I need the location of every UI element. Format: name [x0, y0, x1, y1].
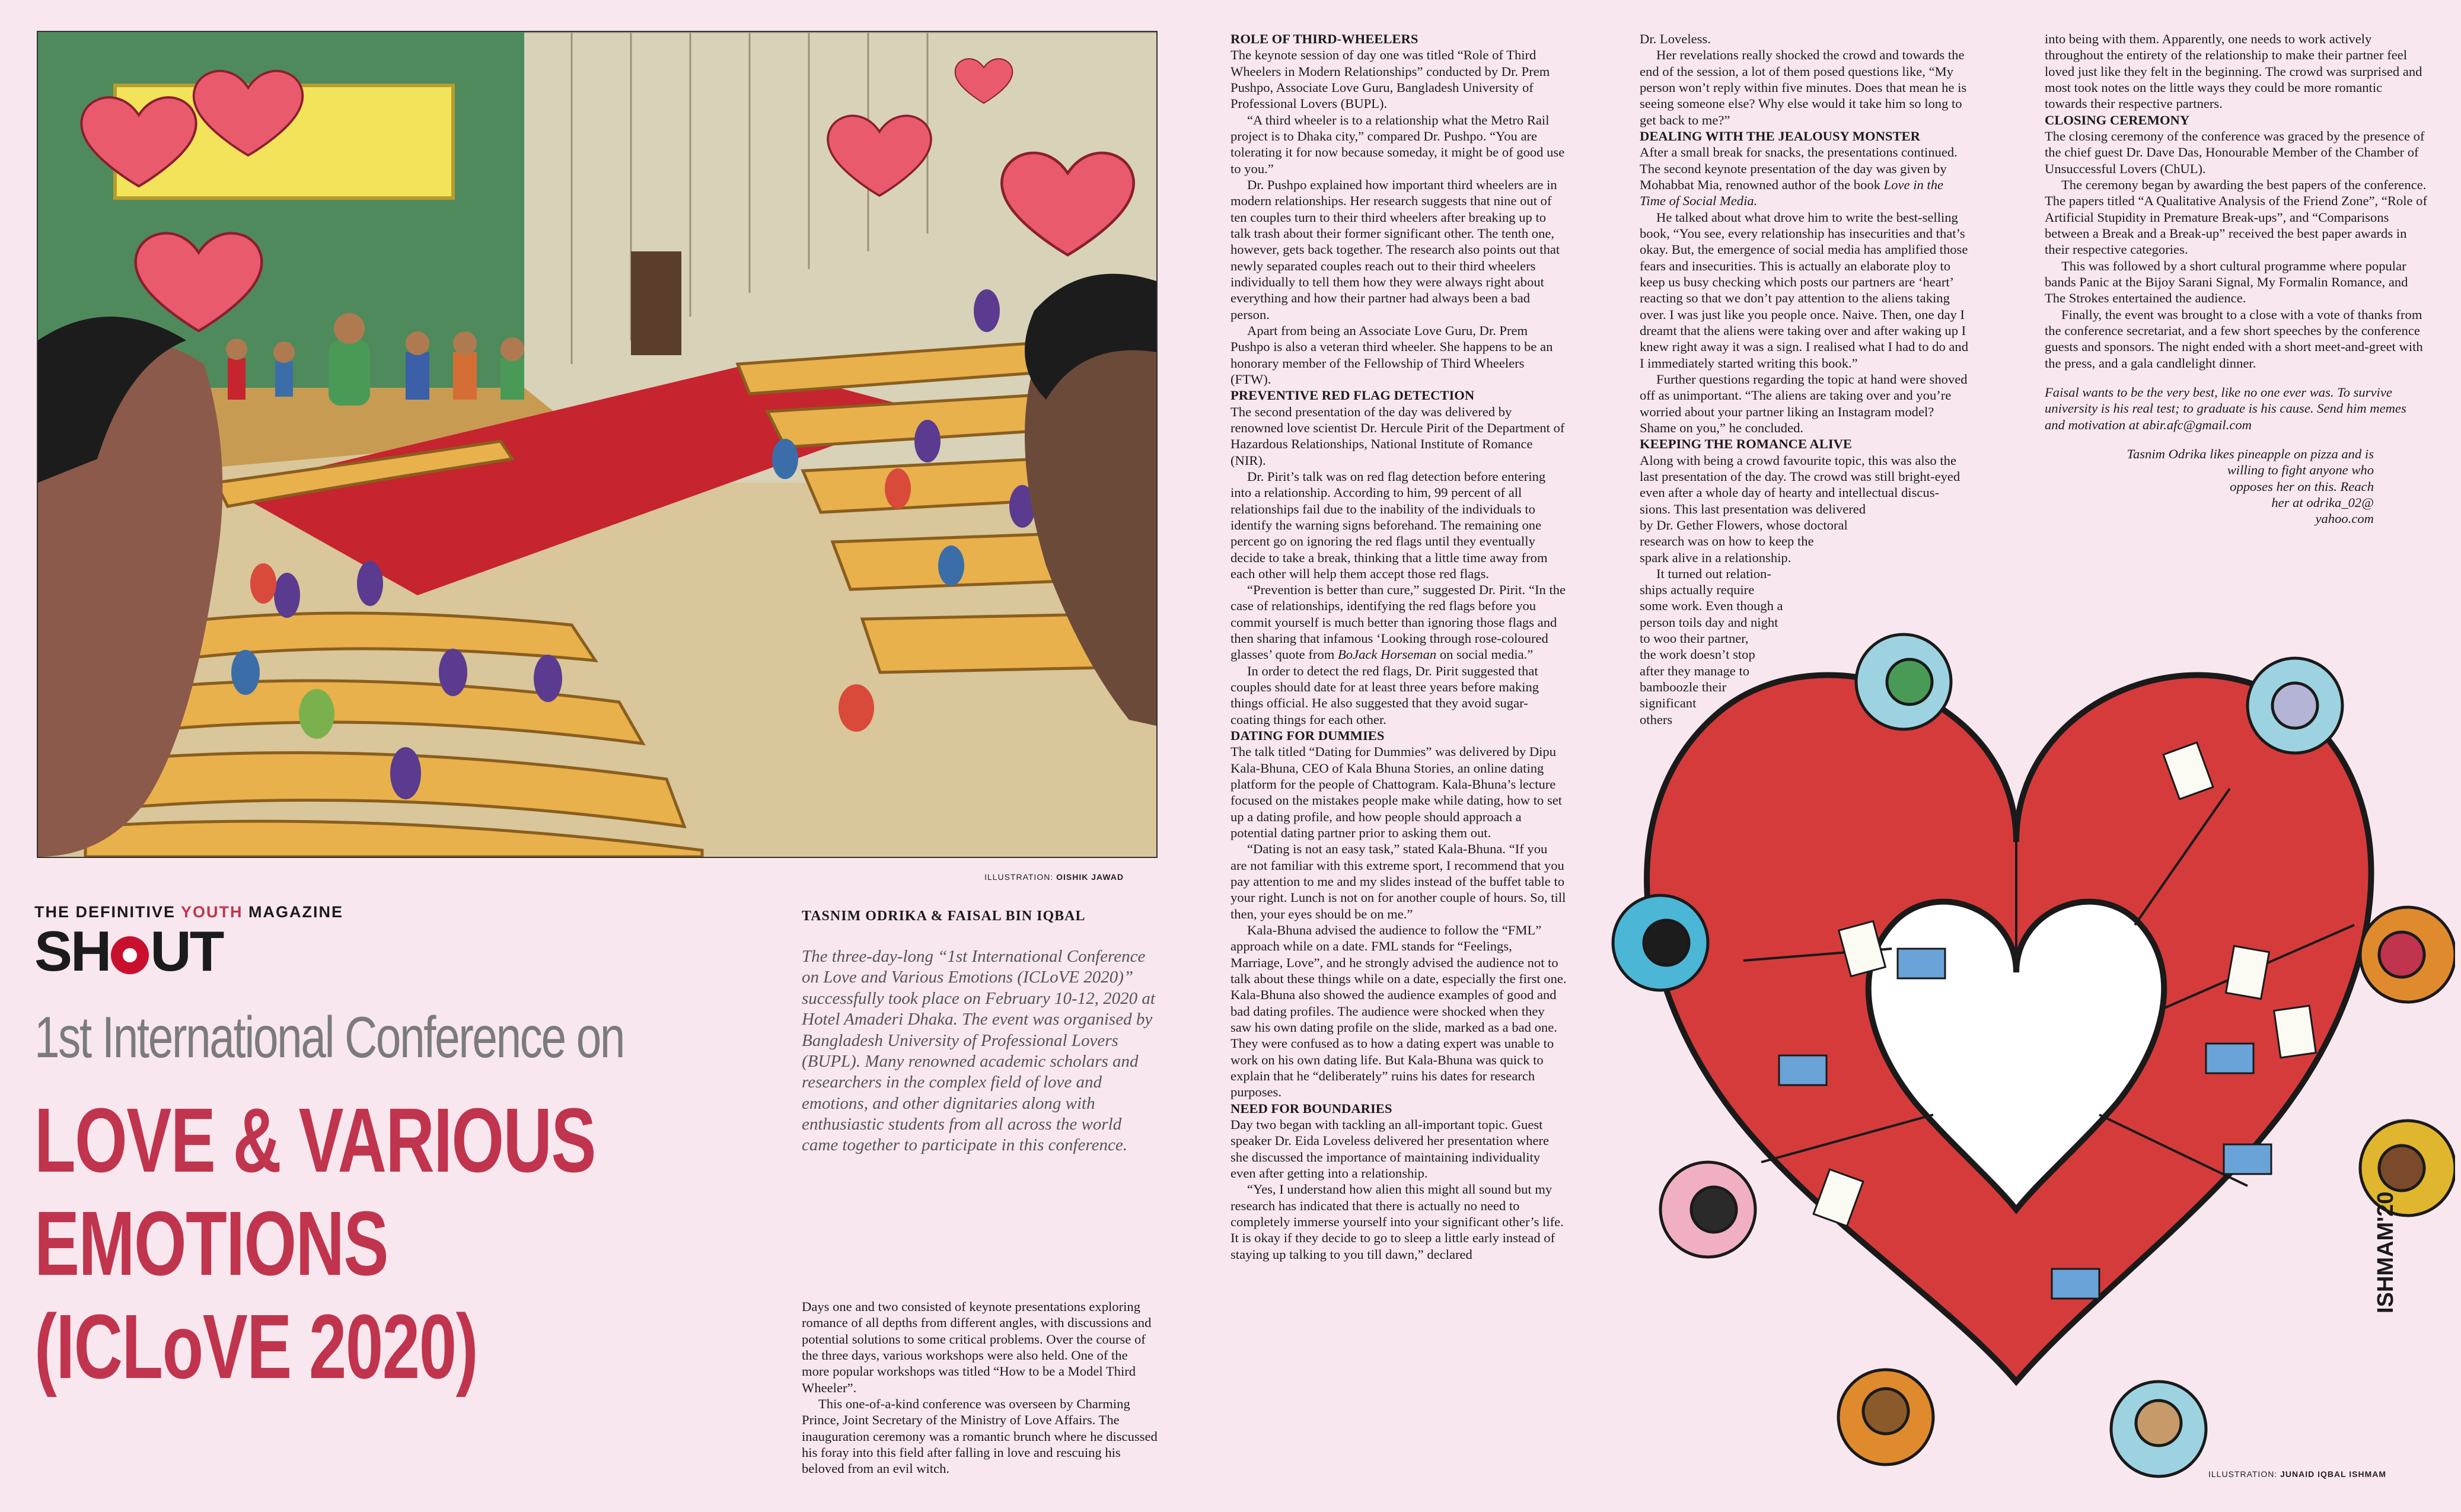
headline-line-2: EMOTIONS [34, 1192, 388, 1294]
logo-text-left: SH [34, 920, 110, 983]
text-line: Along with being a crowd favourite topic, this was also the [1640, 452, 1956, 468]
text-line: after they manage to [1640, 663, 1750, 678]
auditorium-illustration [37, 31, 1158, 858]
tagline-text-end: MAGAZINE [248, 903, 344, 921]
paragraph: The closing ceremony of the conference was graced by the presence of the chief guest Dr. Dave Das, Honourable Member of the Chamber of Unsuccessful Lovers (ChUL). [2045, 128, 2425, 176]
intro-paragraph: The three-day-long “1st International Conference on Love and Various Emotions (ICLoVE 2020)” successfully took place on February 10-12, 2020 at Hotel Amaderi Dhaka. The event was organised by Bangladesh University of Professional Lovers (BUPL). Many renowned academic scholars and researchers in the complex field of love and emotions, and other dignitaries along with enthusiastic students from all across the world came together to participate in this conference. [802, 947, 1155, 1155]
paragraph: Finally, the event was brought to a close with a vote of thanks from the conference secretariat, and a few short speeches by the conference guests and sponsors. The night ended with a short meet-and-greet with the press, and a gala candlelight dinner. [2045, 307, 2423, 371]
text-run: After a small break for snacks, the presentations continued. The second keynote presentation of the day was given by Mohabbat Mia, renowned author of the book [1640, 145, 1958, 192]
illustration-credit-top [984, 872, 1124, 882]
paragraph: In order to detect the red flags, Dr. Pirit suggested that couples should date for at least three years before making things official. He also suggested that they avoid sugar-coating things for each other. [1230, 663, 1539, 727]
text-line: sions. This last presentation was delivered [1640, 501, 1866, 516]
paragraph: Dr. Loveless. [1640, 31, 1711, 46]
paragraph [1230, 582, 1567, 663]
paragraph: The talk titled “Dating for Dummies” was delivered by Dipu Kala-Bhuna, CEO of Kala Bhuna Stories, an online dating platform for the people of Chattogram. Kala-Bhuna’s lecture focused on the mistakes people make while dating, how to set up a dating profile, and how people should approach a potential dating partner prior to asking them out. [1230, 744, 1563, 841]
author-bio-tasnim [2045, 446, 2427, 527]
paragraph: into being with them. Apparently, one needs to work actively throughout the entirety of the relationship to make their partner feel loved just like they felt in the beginning. The crowd was surprised and most took notes on the little ways they could be more romantic towards their respective partners. [2045, 31, 2422, 111]
artist-signature: ISHMAM'20 [2373, 1191, 2398, 1313]
paragraph: Days one and two consisted of keynote presentations exploring romance of all depths from different angles, with discussions and potential solutions to some critical problems. Over the course of the three days, various workshops were also held. One of the more popular workshops was titled “How to be a Model Third Wheeler”. [802, 1299, 1152, 1395]
text-line: It turned out relation- [1656, 566, 1771, 581]
section-heading: DATING FOR DUMMIES [1230, 728, 1385, 744]
byline: TASNIM ODRIKA & FAISAL BIN IQBAL [802, 908, 1086, 924]
paragraph-wrapped-lines [1640, 452, 1969, 566]
section-heading: KEEPING THE ROMANCE ALIVE [1640, 436, 1853, 452]
paragraph: Dr. Pirit’s talk was on red flag detection before entering into a relationship. According to him, 99 percent of all relationships fail due to the inability of the individuals to identify the warning signs beforehand. The remaining one percent go on ignoring the red flags until they eventually decide to take a break, thinking that a little time away from each other will help them accept those red flags. [1230, 468, 1548, 581]
text-line: spark alive in a relationship. [1640, 550, 1791, 565]
text-line: others [1640, 712, 1673, 727]
credit-name: JUNAID IQBAL ISHMAM [2280, 1469, 2387, 1479]
heart-table-illustration [1566, 593, 2455, 1494]
paragraph: This one-of-a-kind conference was overseen by Charming Prince, Joint Secretary of the Ministry of Love Affairs. The inauguration ceremony was a romantic brunch where he discussed his foray into this field after falling in love and rescuing his beloved from an evil witch. [802, 1396, 1158, 1476]
text-line: willing to fight anyone who [2227, 462, 2374, 478]
credit-label: ILLUSTRATION: [2208, 1469, 2278, 1479]
text-line: ships actually require [1640, 582, 1755, 598]
text-line: Tasnim Odrika likes pineapple on pizza and is [2127, 446, 2374, 461]
paragraph: “Yes, I understand how alien this might all sound but my research has indicated that there is actually no need to completely immerse yourself into your significant other’s life. It is okay if they decide to go to sleep a little early instead of staying up talking to you till dawn,” declared [1230, 1182, 1564, 1262]
headline-line-1: LOVE & VARIOUS [34, 1089, 595, 1191]
author-bio-faisal: Faisal wants to be the very best, like no one ever was. To survive university is his real test; to graduate is his cause. Send him memes and motivation at abir.afc@gmail.com [2045, 384, 2406, 432]
text-line: opposes her on this. Reach [2230, 479, 2374, 494]
credit-label: ILLUSTRATION: [984, 872, 1054, 882]
text-line: research was on how to keep the [1640, 534, 1814, 549]
text-run: on social media.” [1439, 647, 1534, 662]
text-line: her at odrika_02@ [2271, 495, 2374, 510]
headline-kicker: 1st International Conference on [34, 1004, 624, 1070]
text-run: “Prevention is better than cure,” suggested Dr. Pirit. “In the case of relationships, identifying the red flags before you commit yourself is much better than ignoring those flags and then sharing that infamous ‘Looking through rose-coloured glasses’ quote from [1230, 582, 1566, 662]
headline-line-3: (ICLoVE 2020) [34, 1296, 478, 1398]
text-line: bamboozle their [1640, 680, 1727, 695]
paragraph: Day two began with tackling an all-important topic. Guest speaker Dr. Eida Loveless delivered her presentation where she discussed the importance of maintaining individuality even after getting into a relationship. [1230, 1117, 1550, 1181]
column-4 [2045, 31, 2427, 527]
section-heading: DEALING WITH THE JEALOUSY MONSTER [1640, 128, 1920, 143]
shout-logo [34, 920, 223, 983]
auditorium-artwork [38, 32, 1156, 857]
paragraph: The keynote session of day one was titled “Role of Third Wheelers in Modern Relationships” conducted by Dr. Prem Pushpo, Associate Love Guru, Bangladesh University of Professional Lovers (BUPL). [1230, 47, 1550, 111]
text-line: the work doesn’t stop [1640, 647, 1755, 662]
text-line: to woo their partner, [1640, 631, 1749, 646]
illustration-credit-heart [2208, 1469, 2386, 1479]
credit-name: OISHIK JAWAD [1056, 872, 1124, 882]
heart-table-artwork [1566, 593, 2455, 1494]
text-line: significant [1640, 696, 1697, 711]
paragraph: Dr. Pushpo explained how important third wheelers are in modern relationships. Her research suggests that nine out of ten couples turn to their third wheelers after breaking up to talk trash about their former significant other. The tenth one, however, gets back together. The research also points out that newly separated couples reach out to their third wheelers individually to tell them how they were always right about everything and how their partner had always been a bad person. [1230, 177, 1560, 322]
paragraph: Further questions regarding the topic at hand were shoved off as unimportant. “The aliens are taking over and you’re worried about your partner liking an Instagram model? Shame on you,” he concluded. [1640, 371, 1968, 435]
paragraph: The ceremony began by awarding the best papers of the conference. The papers titled “A Qualitative Analysis of the Friend Zone”, “Role of Artificial Stupidity in Premature Break-ups”, and “Comparisons between a Break and a Break-up” received the best paper awards in their respective categories. [2045, 177, 2428, 257]
italic-title: BoJack Horseman [1337, 647, 1437, 662]
tagline-text: THE DEFINITIVE [34, 903, 176, 921]
logo-o-icon [111, 936, 149, 974]
text-line: person toils day and night [1640, 614, 1778, 630]
paragraph: Apart from being an Associate Love Guru, Dr. Prem Pushpo is also a veteran third wheeler. She happens to be an honorary member of the Fellowship of Third Wheelers (FTW). [1230, 323, 1553, 387]
paragraph: He talked about what drove him to write the best-selling book, “You see, every relationship has insecurities and that’s okay. But, the emergence of social media has amplified those fears and insecurities. This is actually an elaborate ploy to keep us busy checking which posts our partners are ‘heart’ reacting so that we don’t pay attention to the aliens taking over. I was just like you people once. Naive. Then, one day I dreamt that the aliens were taking over and after waking up I knew right away it was a sign. I realised what I had to do and I immediately started writing this book.” [1640, 209, 1969, 371]
magazine-tagline [34, 903, 343, 921]
paragraph: Her revelations really shocked the crowd and towards the end of the session, a lot of them posed questions like, “My person won’t reply within five minutes. Does that mean he is seeing someone else? Why else would it take him so long to get back to me?” [1640, 47, 1967, 127]
paragraph: “Dating is not an easy task,” stated Kala-Bhuna. “If you are not familiar with this extreme sport, I recommend that you pay attention to me and my slides instead of the buffet table to your right. Lunch is not on for another couple of hours. So, till then, your eyes should be on me.” [1230, 841, 1566, 921]
text-line: even after a whole day of hearty and intellectual discus- [1640, 485, 1940, 500]
section-heading: NEED FOR BOUNDARIES [1230, 1100, 1392, 1116]
tagline-accent: YOUTH [181, 903, 243, 921]
section-heading: CLOSING CEREMONY [2045, 112, 2190, 127]
text-line: last presentation of the day. The crowd was still bright-eyed [1640, 468, 1960, 484]
paragraph: The second presentation of the day was delivered by renowned love scientist Dr. Hercule Pirit of the Department of Hazardous Relationships, National Institute of Romance (NIR). [1230, 404, 1565, 468]
italic-title: Love in the Time of Social Media. [1640, 177, 1944, 209]
paragraph: Kala-Bhuna advised the audience to follow the “FML” approach while on a date. FML stands for “Feelings, Marriage, Love”, and he strongly advised the audience not to talk about these things while on a date, especially the first one. Kala-Bhuna also showed the audience examples of good and bad dating profiles. The audience were shocked when they saw his own dating profile on the slide, marked as a bad one. They were confused as to how a dating expert was unable to work on his own dating life. But Kala-Bhuna was quick to explain that he “deliberately” ruins his dates for research purposes. [1230, 923, 1567, 1100]
text-line: some work. Even though a [1640, 598, 1783, 614]
paragraph: “A third wheeler is to a relationship what the Metro Rail project is to Dhaka city,” compared Dr. Pushpo. “You are tolerating it for now because someday, it might be of good use to you.” [1230, 112, 1565, 176]
text-line: by Dr. Gether Flowers, whose doctoral [1640, 517, 1848, 532]
paragraph: This was followed by a short cultural programme where popular bands Panic at the Bijoy Sarani Signal, My Formalin Romance, and The Strokes entertained the audience. [2045, 258, 2408, 306]
column-2 [1230, 31, 1567, 1262]
column-1 [802, 1299, 1158, 1477]
section-heading: PREVENTIVE RED FLAG DETECTION [1230, 388, 1475, 403]
paragraph [1640, 144, 1969, 209]
text-line: yahoo.com [2315, 511, 2374, 527]
logo-text-right: UT [150, 920, 223, 983]
section-heading: ROLE OF THIRD-WHEELERS [1230, 31, 1418, 46]
